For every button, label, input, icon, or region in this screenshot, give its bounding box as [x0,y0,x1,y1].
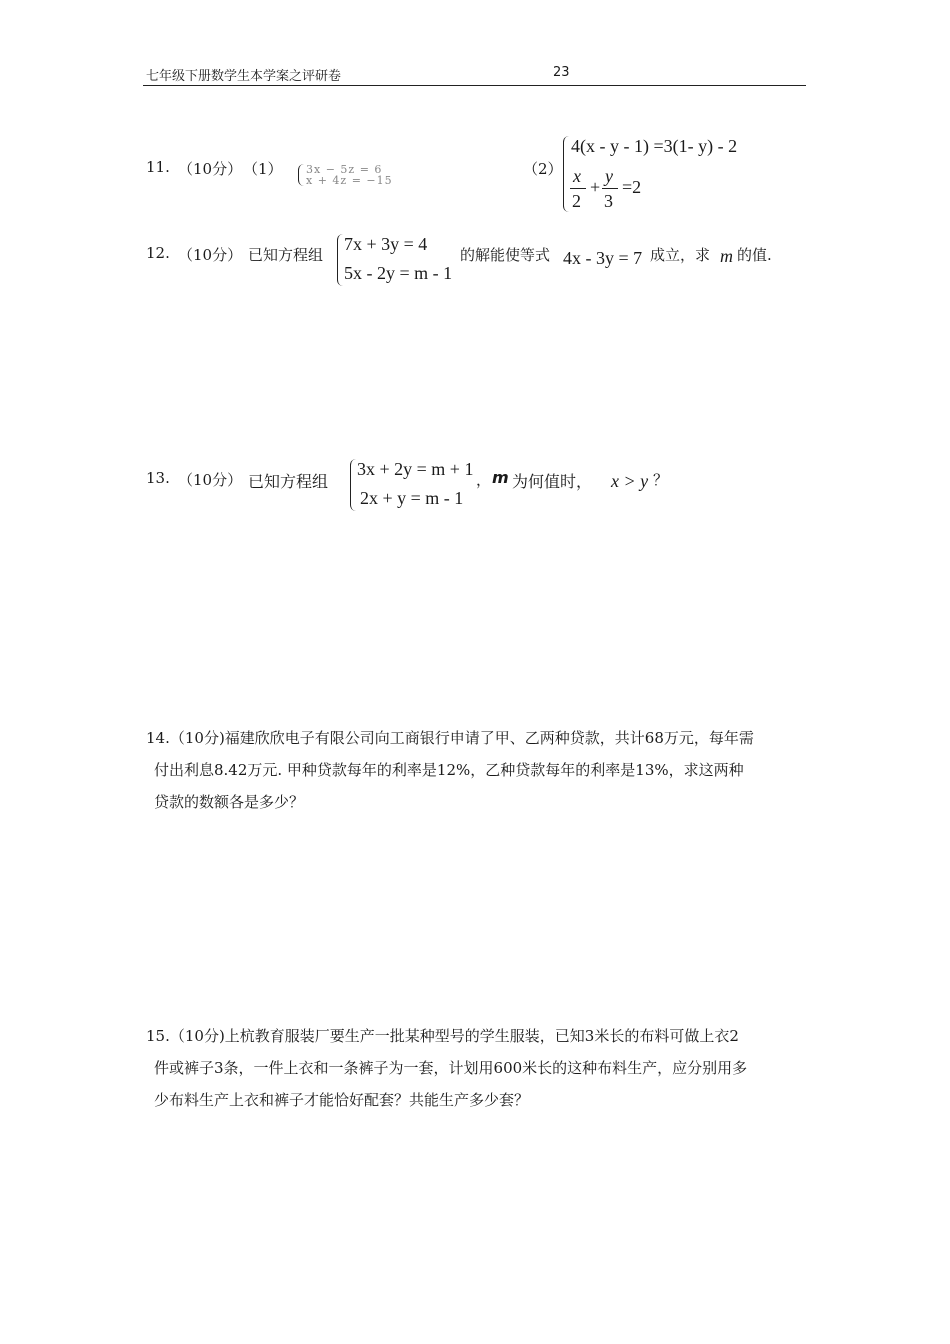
comma: ， [476,471,492,489]
question-score: （10分） [178,246,243,264]
header-title: 七年级下册数学生本学案之评研卷 [146,69,342,84]
equation-1: 3x + 2y = m + 1 [357,459,474,479]
question-number: 13. [146,469,170,487]
part-1-label: （1） [243,160,283,178]
question-text: 的解能使等式 [460,246,551,264]
system-brace [337,234,344,286]
question-score: （10分） [178,160,243,178]
question-text: 已知方程组 [248,472,329,491]
variable-m: m [720,246,733,266]
question-15 [146,1020,808,1116]
question-text: 已知方程组 [248,246,324,264]
question-line: 14.（10分)福建欣欣电子有限公司向工商银行申请了甲、乙两种贷款，共计68万元，每年需 [146,729,754,747]
system-brace [298,164,305,186]
fraction-denominator: 3 [604,191,613,211]
system-brace [563,136,570,212]
question-line: 付出利息8.42万元. 甲种贷款每年的利率是12%，乙种贷款每年的利率是13%，求这两种 [154,761,744,779]
fraction-bar [602,188,618,189]
equation-1: 4(x - y - 1) =3(1- y) - 2 [571,136,738,156]
question-line: 少布料生产上衣和裤子才能恰好配套？共能生产多少套？ [154,1091,530,1109]
question-number: 12. [146,244,170,262]
equation-1: 3x − 5z = 6 [306,163,383,176]
part-2-label: （2） [523,160,563,178]
question-line: 15.（10分)上杭教育服装厂要生产一批某种型号的学生服装，已知3米长的布料可做上衣2 [146,1027,739,1045]
variable-m: m [492,468,509,487]
condition-equation: 4x - 3y = 7 [563,248,643,268]
question-14 [146,722,808,818]
question-text: 为何值时， [512,472,593,491]
page-number: 23 [553,65,570,80]
system-brace [350,459,357,511]
equation-2: x + 4z = −15 [306,174,393,187]
equation-1: 7x + 3y = 4 [344,234,428,254]
equation-2: 5x - 2y = m - 1 [344,263,453,283]
fraction-bar [570,188,586,189]
fraction-numerator: x [573,166,581,186]
header-rule [143,85,806,86]
plus-sign: + [590,177,601,197]
question-number: 11. [146,158,170,176]
question-line: 件或裤子3条，一件上衣和一条裤子为一套，计划用600米长的这种布料生产，应分别用多 [154,1059,748,1077]
condition-inequality: x > y [611,471,649,491]
question-line: 贷款的数额各是多少？ [154,793,305,811]
question-score: （10分） [178,471,243,489]
question-text: 成立，求 [650,246,711,264]
question-text: 的值. [737,246,772,264]
fraction-denominator: 2 [572,191,581,211]
equation-rhs: =2 [622,177,642,197]
fraction-numerator: y [605,166,613,186]
equation-2: 2x + y = m - 1 [360,488,464,508]
question-mark: ？ [653,471,669,489]
